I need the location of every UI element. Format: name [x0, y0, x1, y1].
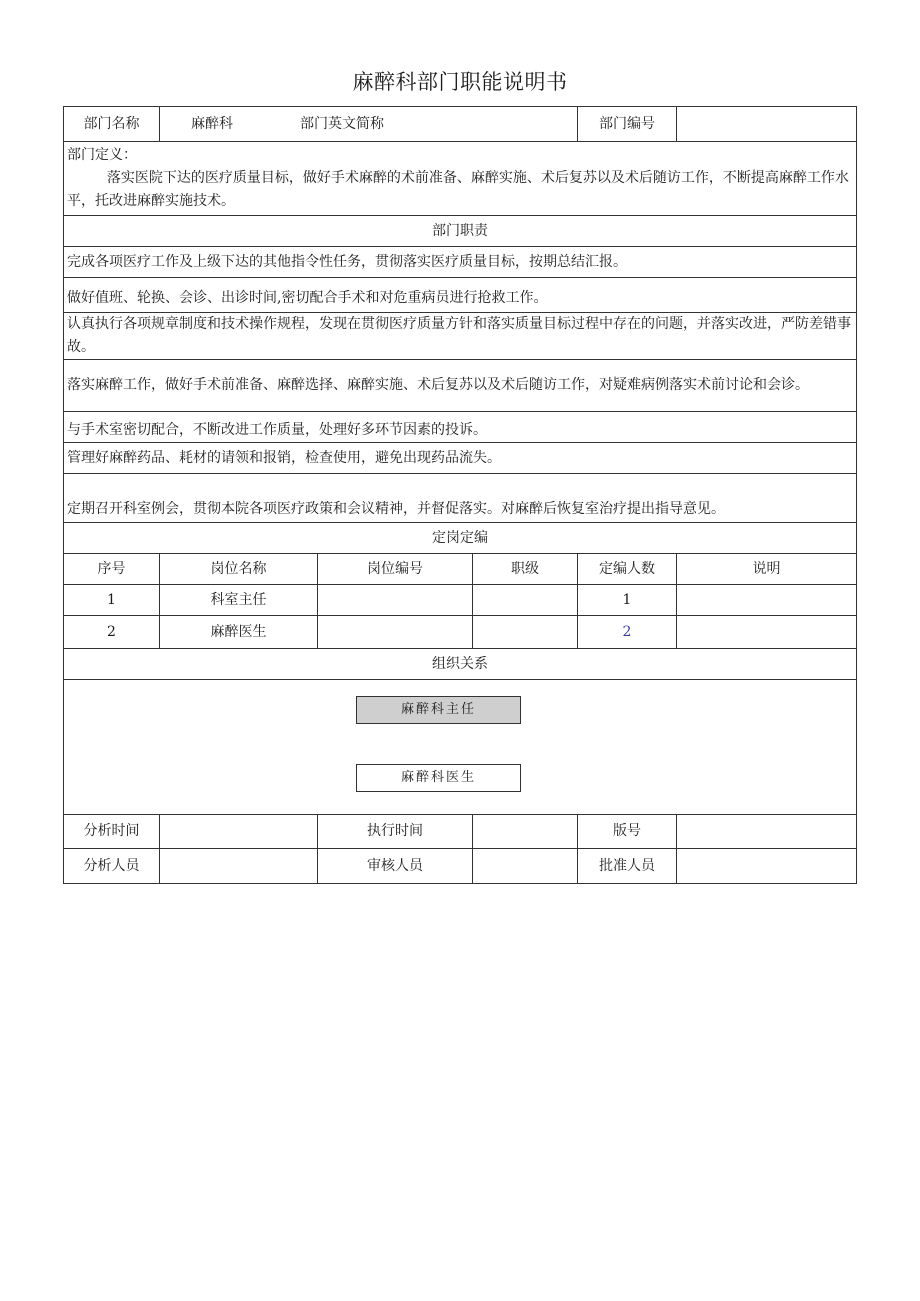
exec-time-label: 执行时间: [318, 815, 473, 849]
org-chart: [64, 680, 857, 815]
footer-row: [64, 849, 857, 884]
col-header: 序号: [64, 554, 160, 585]
row-count: 1: [578, 585, 677, 616]
dept-name-label: 部门名称: [64, 107, 160, 142]
duty-item: 管理好麻醉药品、耗材的请领和报销，检查使用，避免出现药品流失。: [64, 443, 857, 474]
version-label: 版号: [578, 815, 677, 849]
dept-en-label: 部门英文简称: [300, 115, 384, 132]
row-level: [473, 585, 578, 616]
col-header: 岗位名称: [160, 554, 318, 585]
exec-time-value: [473, 815, 578, 849]
row-no: 2: [64, 616, 160, 649]
function-table: [63, 106, 857, 884]
definition-row: [64, 142, 857, 216]
definition-text: 落实医院下达的医疗质量目标，做好手术麻醉的术前准备、麻醉实施、术后复苏以及术后随访工作，不断提高麻醉工作水平，托改进麻醉实施技术。: [67, 170, 849, 209]
duties-heading: 部门职责: [64, 216, 857, 247]
dept-code-label: 部门编号: [578, 107, 677, 142]
duty-item: 认真执行各项规章制度和技术操作规程，发现在贯彻医疗质量方针和落实质量目标过程中存在的问题，并落实改进，严防差错事故。: [64, 313, 857, 360]
row-count: 2: [578, 616, 677, 649]
analysis-time-label: 分析时间: [64, 815, 160, 849]
row-name: 科室主任: [160, 585, 318, 616]
row-no: 1: [64, 585, 160, 616]
table-row: [64, 616, 857, 649]
header-row: [64, 107, 857, 142]
col-header: 职级: [473, 554, 578, 585]
org-box-doctor: 麻醉科医生: [356, 764, 521, 792]
reviewer-value: [473, 849, 578, 884]
page-title: 麻醉科部门职能说明书: [352, 70, 568, 94]
row-note: [677, 585, 857, 616]
approver-label: 批准人员: [578, 849, 677, 884]
footer-row: [64, 815, 857, 849]
definition-label: 部门定义：: [67, 147, 137, 163]
analysis-time-value: [160, 815, 318, 849]
approver-value: [677, 849, 857, 884]
analyst-value: [160, 849, 318, 884]
col-header: 定编人数: [578, 554, 677, 585]
reviewer-label: 审核人员: [318, 849, 473, 884]
col-header: 说明: [677, 554, 857, 585]
duty-item: 完成各项医疗工作及上级下达的其他指令性任务，贯彻落实医疗质量目标，按期总结汇报。: [64, 247, 857, 278]
duty-item: 与手术室密切配合，不断改进工作质量，处理好多环节因素的投诉。: [64, 412, 857, 443]
col-header: 岗位编号: [318, 554, 473, 585]
staffing-header-row: [64, 554, 857, 585]
duty-item: 落实麻醉工作，做好手术前准备、麻醉选择、麻醉实施、术后复苏以及术后随访工作，对疑难病例落实术前讨论和会诊。: [64, 360, 857, 412]
dept-name-value: 麻醉科: [191, 115, 233, 132]
row-note: [677, 616, 857, 649]
row-name: 麻醉医生: [160, 616, 318, 649]
table-row: [64, 585, 857, 616]
duty-item: 定期召开科室例会，贯彻本院各项医疗政策和会议精神，并督促落实。对麻醉后恢复室治疗提出指导意见。: [64, 474, 857, 523]
row-code: [318, 616, 473, 649]
org-heading: 组织关系: [64, 649, 857, 680]
row-code: [318, 585, 473, 616]
version-value: [677, 815, 857, 849]
dept-code-value: [677, 107, 857, 142]
org-box-director: 麻醉科主任: [356, 696, 521, 724]
row-level: [473, 616, 578, 649]
duty-item: 做好值班、轮换、会诊、出诊时间,密切配合手术和对危重病员进行抢救工作。: [64, 278, 857, 313]
staffing-heading: 定岗定编: [64, 523, 857, 554]
analyst-label: 分析人员: [64, 849, 160, 884]
